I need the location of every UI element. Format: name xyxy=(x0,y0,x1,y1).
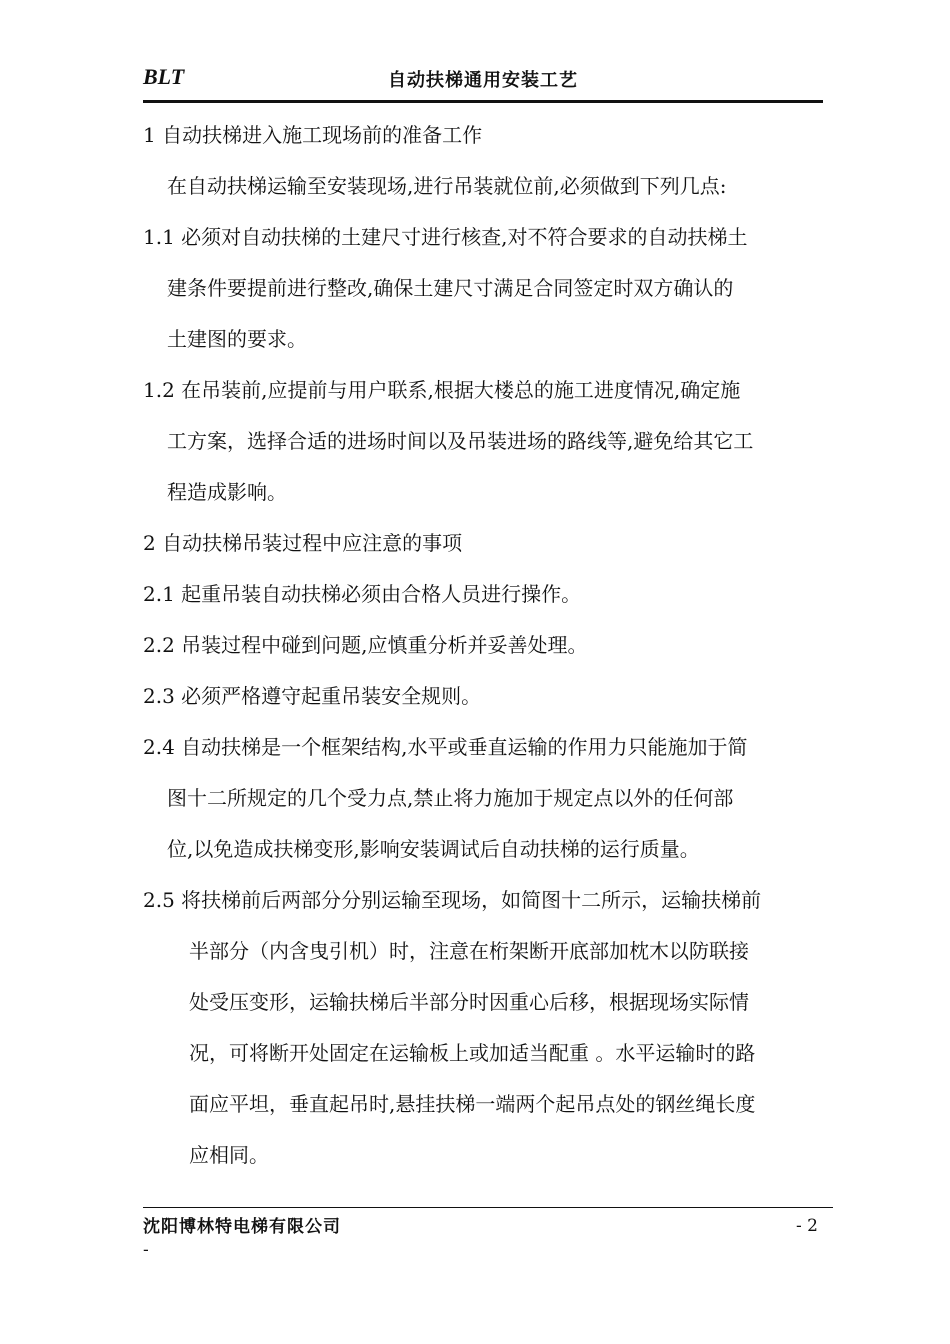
body-line: 况，可将断开处固定在运输板上或加适当配重 。水平运输时的路 xyxy=(189,1041,756,1065)
body-line: 位,以免造成扶梯变形,影响安装调试后自动扶梯的运行质量。 xyxy=(167,837,700,861)
body-line: 应相同。 xyxy=(189,1143,269,1167)
body-line: 在自动扶梯运输至安装现场,进行吊装就位前,必须做到下列几点: xyxy=(167,174,727,198)
body-line: 土建图的要求。 xyxy=(167,327,307,351)
body-line: 面应平坦，垂直起吊时,悬挂扶梯一端两个起吊点处的钢丝绳长度 xyxy=(189,1092,756,1116)
body-line: 2.5 将扶梯前后两部分分别运输至现场，如简图十二所示，运输扶梯前 xyxy=(143,888,762,912)
footer-company-name: 沈阳博林特电梯有限公司 xyxy=(143,1217,341,1237)
company-logo-text: BLT xyxy=(143,64,185,89)
document-title: 自动扶梯通用安装工艺 xyxy=(388,70,578,91)
body-line: 2.2 吊装过程中碰到问题,应慎重分析并妥善处理。 xyxy=(143,633,588,657)
body-line: 2.3 必须严格遵守起重吊装安全规则。 xyxy=(143,684,482,708)
body-line: 程造成影响。 xyxy=(167,480,287,504)
footer-rule xyxy=(143,1207,833,1208)
body-line: 工方案，选择合适的进场时间以及吊装进场的路线等,避免给其它工 xyxy=(167,429,754,453)
body-line: 建条件要提前进行整改,确保土建尺寸满足合同签定时双方确认的 xyxy=(167,276,734,300)
body-line: 图十二所规定的几个受力点,禁止将力施加于规定点以外的任何部 xyxy=(167,786,734,810)
page-header xyxy=(143,62,823,102)
body-line: 2.1 起重吊装自动扶梯必须由合格人员进行操作。 xyxy=(143,582,582,606)
document-body xyxy=(143,118,833,1189)
section-heading: 2 自动扶梯吊装过程中应注意的事项 xyxy=(143,531,463,555)
header-rule xyxy=(143,100,823,103)
page-number: - 2 xyxy=(796,1216,818,1236)
body-line: 处受压变形，运输扶梯后半部分时因重心后移，根据现场实际情 xyxy=(189,990,749,1014)
body-line: 半部分（内含曳引机）时，注意在桁架断开底部加枕木以防联接 xyxy=(189,939,749,963)
body-line: 1.2 在吊装前,应提前与用户联系,根据大楼总的施工进度情况,确定施 xyxy=(143,378,741,402)
footer-trailing-mark: - xyxy=(143,1240,149,1260)
body-line: 1.1 必须对自动扶梯的土建尺寸进行核查,对不符合要求的自动扶梯土 xyxy=(143,225,748,249)
section-heading: 1 自动扶梯进入施工现场前的准备工作 xyxy=(143,123,483,147)
body-line: 2.4 自动扶梯是一个框架结构,水平或垂直运输的作用力只能施加于简 xyxy=(143,735,748,759)
